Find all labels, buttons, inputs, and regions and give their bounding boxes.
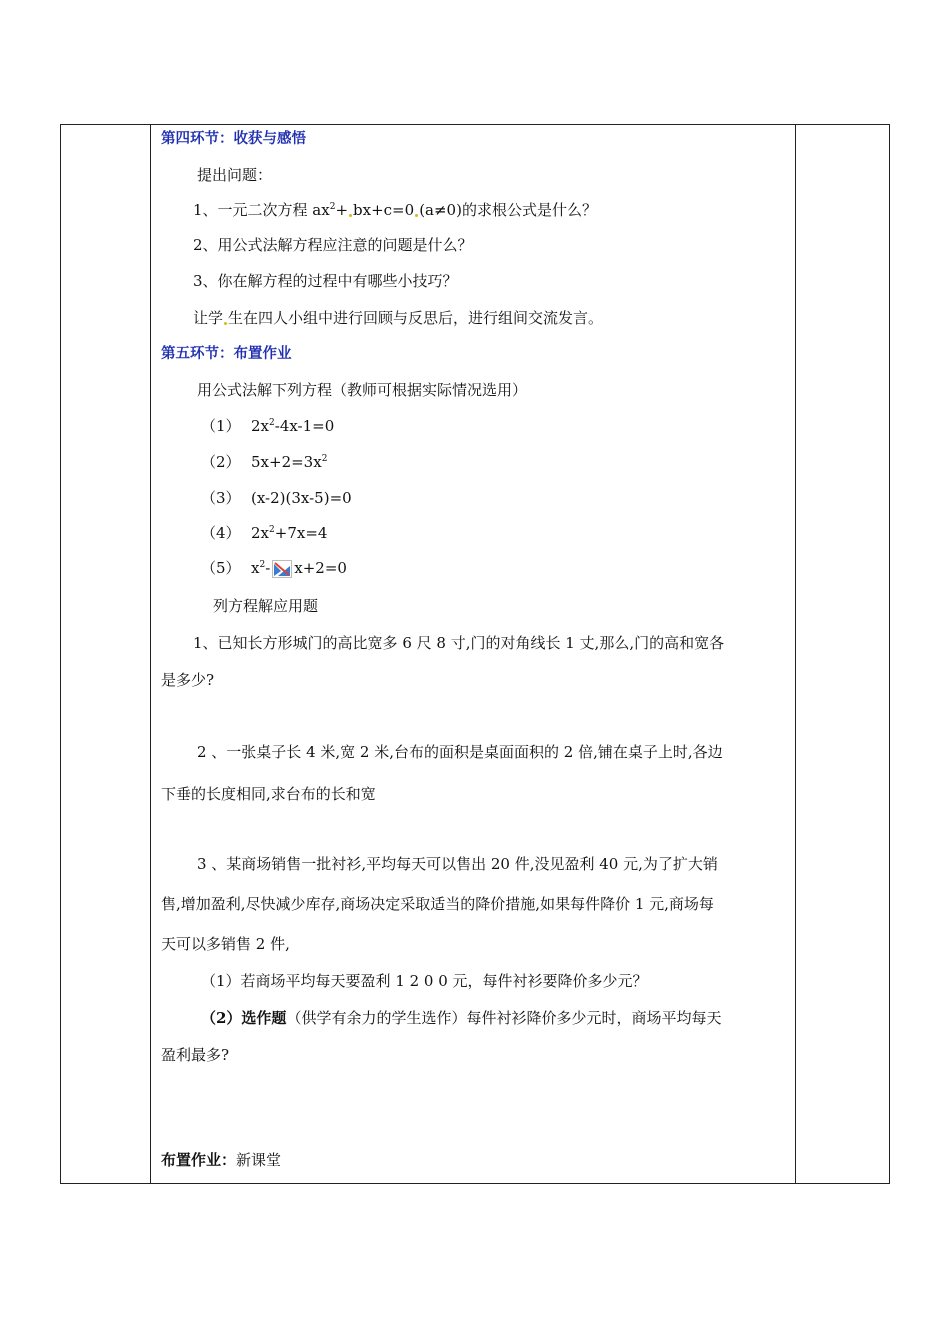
word-problems-intro: 列方程解应用题 (213, 597, 319, 615)
section4-question-2: 2、用公式法解方程应注意的问题是什么？ (193, 236, 473, 254)
problem-2-line-2: 下垂的长度相同,求台布的长和宽 (161, 785, 376, 803)
equation-3: （3） (x-2)(3x-5)=0 (201, 489, 352, 507)
equation-5: （5） $x^2-$ x+2=0 (201, 559, 347, 577)
section4-question-1: 1、一元二次方程 $ax^2+ bx+c=0$ (a≠0)的求根公式是什么？ (193, 201, 597, 219)
section4-intro: 提出问题： (197, 166, 273, 184)
section5-intro: 用公式法解下列方程（教师可根据实际情况选用） (197, 381, 528, 399)
problem-3-line-3: 天可以多销售 2 件, (161, 935, 290, 953)
section5-heading: 第五环节：布置作业 (161, 346, 292, 362)
section4-heading: 第四环节：收获与感悟 (161, 131, 306, 147)
homework-line: 布置作业：新课堂 (161, 1151, 282, 1169)
problem-3-sub-2-line-2: 盈利最多? (161, 1046, 230, 1064)
edit-mark (349, 214, 352, 217)
section4-summary: 让学 生在四人小组中进行回顾与反思后，进行组间交流发言。 (193, 309, 604, 327)
lesson-table (60, 124, 890, 1184)
edit-mark (415, 214, 418, 217)
edit-mark (224, 322, 227, 325)
problem-2-line-1: 2 、一张桌子长 4 米,宽 2 米,台布的面积是桌面面积的 2 倍,铺在桌子上时,各边 (197, 743, 723, 761)
column-divider-left (150, 125, 151, 1183)
equation-2: （2） $5x+2=3x^2$ (201, 453, 328, 471)
problem-1-line-1: 1、已知长方形城门的高比宽多 6 尺 8 寸,门的对角线长 1 丈,那么,门的高和宽各 (193, 634, 725, 652)
problem-3-line-2: 售,增加盈利,尽快减少库存,商场决定采取适当的降价措施,如果每件降价 1 元,商场每 (161, 895, 714, 913)
problem-3-line-1: 3 、某商场销售一批衬衫,平均每天可以售出 20 件,没见盈利 40 元,为了扩大销 (197, 855, 718, 873)
section4-question-3: 3、你在解方程的过程中有哪些小技巧？ (193, 272, 458, 290)
broken-image-icon (272, 560, 292, 578)
problem-1-line-2: 是多少? (161, 671, 215, 689)
column-divider-right (795, 125, 796, 1183)
problem-3-sub-2: （2）选作题（供学有余力的学生选作）每件衬衫降价多少元时，商场平均每天 (201, 1009, 722, 1027)
problem-3-sub-1: （1）若商场平均每天要盈利 1 2 0 0 元，每件衬衫要降价多少元？ (201, 972, 648, 990)
equation-1: （1） $2x^2-4x-1=0$ (201, 417, 335, 435)
equation-4: （4） $2x^2+7x=4$ (201, 524, 328, 542)
